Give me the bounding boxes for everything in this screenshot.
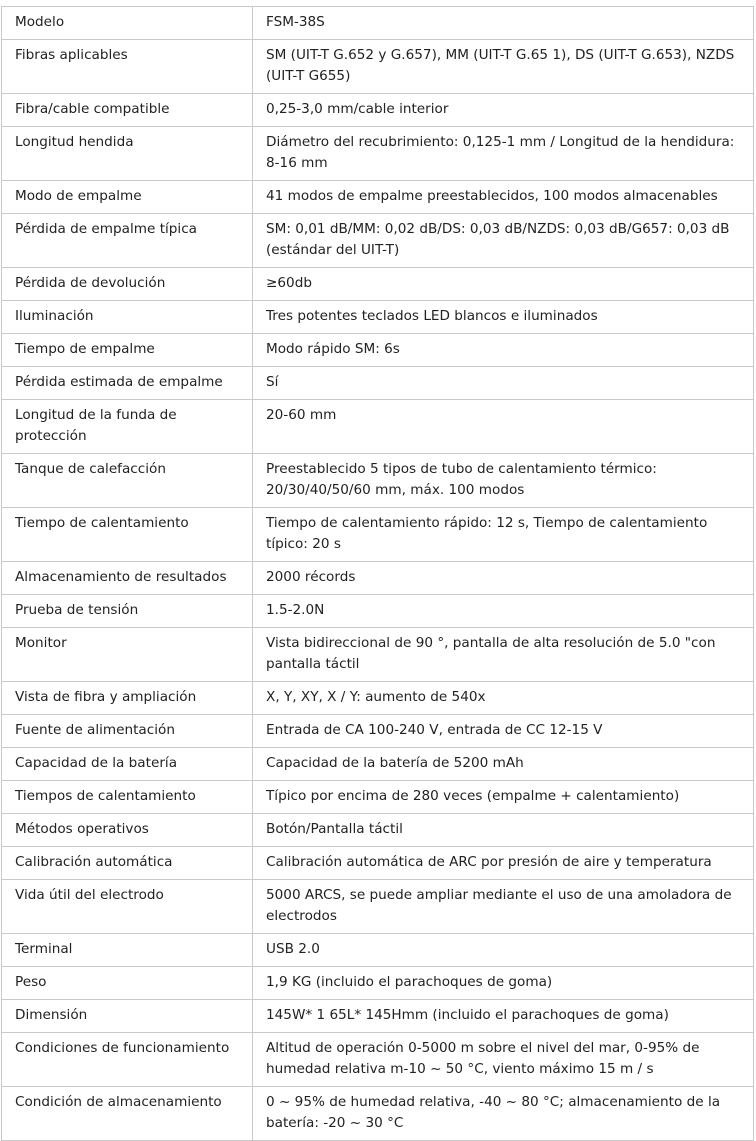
- table-row: [2, 214, 754, 268]
- spec-value: 0,25-3,0 mm/cable interior: [253, 94, 754, 127]
- spec-label: Dimensión: [2, 1000, 253, 1033]
- spec-label: Fibra/cable compatible: [2, 94, 253, 127]
- spec-value: SM: 0,01 dB/MM: 0,02 dB/DS: 0,03 dB/NZDS: 0,03 dB/G657: 0,03 dB (estándar del UIT-T): [253, 214, 754, 268]
- table-row: [2, 94, 754, 127]
- spec-value: 1.5-2.0N: [253, 595, 754, 628]
- table-row: [2, 682, 754, 715]
- spec-value: 145W* 1 65L* 145Hmm (incluido el parachoques de goma): [253, 1000, 754, 1033]
- table-row: [2, 715, 754, 748]
- spec-label: Longitud hendida: [2, 127, 253, 181]
- spec-label: Tanque de calefacción: [2, 454, 253, 508]
- spec-label: Monitor: [2, 628, 253, 682]
- spec-label: Fuente de alimentación: [2, 715, 253, 748]
- spec-value: Capacidad de la batería de 5200 mAh: [253, 748, 754, 781]
- table-row: [2, 454, 754, 508]
- spec-label: Vista de fibra y ampliación: [2, 682, 253, 715]
- table-row: [2, 301, 754, 334]
- spec-value: FSM-38S: [253, 7, 754, 40]
- table-row: [2, 562, 754, 595]
- table-row: [2, 181, 754, 214]
- table-row: [2, 40, 754, 94]
- spec-label: Pérdida de devolución: [2, 268, 253, 301]
- spec-value: Altitud de operación 0-5000 m sobre el nivel del mar, 0-95% de humedad relativa m-10 ~ 50 °C, viento máximo 15 m / s: [253, 1033, 754, 1087]
- table-row: [2, 334, 754, 367]
- spec-label: Prueba de tensión: [2, 595, 253, 628]
- spec-value: SM (UIT-T G.652 y G.657), MM (UIT-T G.65 1), DS (UIT-T G.653), NZDS (UIT-T G655): [253, 40, 754, 94]
- table-row: [2, 880, 754, 934]
- spec-label: Condición de almacenamiento: [2, 1087, 253, 1141]
- spec-label: Pérdida de empalme típica: [2, 214, 253, 268]
- table-row: [2, 367, 754, 400]
- table-row: [2, 7, 754, 40]
- spec-label: Modo de empalme: [2, 181, 253, 214]
- spec-label: Tiempo de calentamiento: [2, 508, 253, 562]
- table-row: [2, 127, 754, 181]
- spec-value: Típico por encima de 280 veces (empalme + calentamiento): [253, 781, 754, 814]
- spec-value: Sí: [253, 367, 754, 400]
- spec-label: Terminal: [2, 934, 253, 967]
- spec-label: Tiempo de empalme: [2, 334, 253, 367]
- specifications-table-body: [2, 7, 754, 1141]
- spec-value: Tiempo de calentamiento rápido: 12 s, Tiempo de calentamiento típico: 20 s: [253, 508, 754, 562]
- spec-label: Condiciones de funcionamiento: [2, 1033, 253, 1087]
- table-row: [2, 847, 754, 880]
- specifications-table: [1, 6, 754, 1141]
- table-row: [2, 814, 754, 847]
- spec-label: Vida útil del electrodo: [2, 880, 253, 934]
- spec-value: Modo rápido SM: 6s: [253, 334, 754, 367]
- spec-value: X, Y, XY, X / Y: aumento de 540x: [253, 682, 754, 715]
- spec-value: 2000 récords: [253, 562, 754, 595]
- table-row: [2, 628, 754, 682]
- table-row: [2, 268, 754, 301]
- spec-value: 41 modos de empalme preestablecidos, 100 modos almacenables: [253, 181, 754, 214]
- table-row: [2, 1000, 754, 1033]
- table-row: [2, 595, 754, 628]
- spec-value: Vista bidireccional de 90 °, pantalla de alta resolución de 5.0 "con pantalla táctil: [253, 628, 754, 682]
- spec-value: Preestablecido 5 tipos de tubo de calentamiento térmico: 20/30/40/50/60 mm, máx. 100 modos: [253, 454, 754, 508]
- spec-value: ≥60db: [253, 268, 754, 301]
- spec-value: Diámetro del recubrimiento: 0,125-1 mm / Longitud de la hendidura: 8-16 mm: [253, 127, 754, 181]
- spec-value: Tres potentes teclados LED blancos e iluminados: [253, 301, 754, 334]
- spec-label: Longitud de la funda de protección: [2, 400, 253, 454]
- spec-value: 20-60 mm: [253, 400, 754, 454]
- table-row: [2, 1087, 754, 1141]
- spec-label: Iluminación: [2, 301, 253, 334]
- table-row: [2, 781, 754, 814]
- spec-value: 1,9 KG (incluido el parachoques de goma): [253, 967, 754, 1000]
- spec-value: USB 2.0: [253, 934, 754, 967]
- spec-value: 5000 ARCS, se puede ampliar mediante el uso de una amoladora de electrodos: [253, 880, 754, 934]
- spec-value: 0 ~ 95% de humedad relativa, -40 ~ 80 °C; almacenamiento de la batería: -20 ~ 30 °C: [253, 1087, 754, 1141]
- table-row: [2, 748, 754, 781]
- spec-label: Métodos operativos: [2, 814, 253, 847]
- spec-value: Botón/Pantalla táctil: [253, 814, 754, 847]
- spec-label: Modelo: [2, 7, 253, 40]
- spec-label: Peso: [2, 967, 253, 1000]
- table-row: [2, 508, 754, 562]
- table-row: [2, 967, 754, 1000]
- table-row: [2, 934, 754, 967]
- spec-label: Tiempos de calentamiento: [2, 781, 253, 814]
- table-row: [2, 1033, 754, 1087]
- spec-label: Fibras aplicables: [2, 40, 253, 94]
- spec-label: Calibración automática: [2, 847, 253, 880]
- spec-value: Calibración automática de ARC por presión de aire y temperatura: [253, 847, 754, 880]
- table-row: [2, 400, 754, 454]
- spec-label: Almacenamiento de resultados: [2, 562, 253, 595]
- spec-label: Pérdida estimada de empalme: [2, 367, 253, 400]
- spec-value: Entrada de CA 100-240 V, entrada de CC 12-15 V: [253, 715, 754, 748]
- spec-label: Capacidad de la batería: [2, 748, 253, 781]
